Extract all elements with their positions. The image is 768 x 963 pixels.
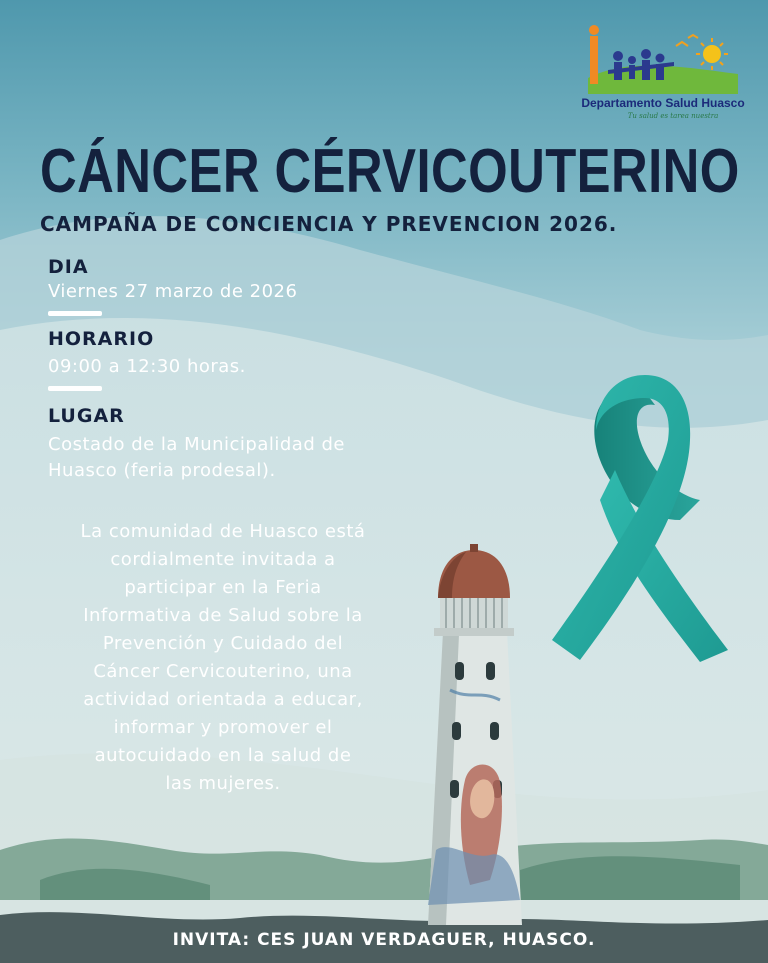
lighthouse-illustration (428, 544, 522, 925)
divider (48, 311, 102, 316)
description-line: Cáncer Cervicouterino, una (93, 661, 353, 682)
schedule-value: 09:00 a 12:30 horas. (48, 356, 246, 377)
footer-invitation: INVITA: CES JUAN VERDAGUER, HUASCO. (172, 930, 596, 950)
description-line: informar y promover el (113, 717, 333, 738)
description-line: participar en la Feria (124, 577, 322, 598)
logo-name: Departamento Salud Huasco (581, 96, 745, 110)
place-value-line-1: Costado de la Municipalidad de (48, 434, 345, 455)
page-title: CÁNCER CÉRVICOUTERINO (40, 137, 740, 206)
logo-tagline: Tu salud es tarea nuestra (627, 112, 719, 120)
schedule-label: HORARIO (48, 328, 155, 350)
logo-emblem-icon (578, 18, 748, 98)
description-line: La comunidad de Huasco está (80, 521, 366, 542)
divider (48, 386, 102, 391)
description-line: las mujeres. (165, 773, 281, 794)
description-line: cordialmente invitada a (110, 549, 336, 570)
description-line: Informativa de Salud sobre la (83, 605, 363, 626)
description-line: autocuidado en la salud de (94, 745, 352, 766)
description-line: Prevención y Cuidado del (102, 633, 344, 654)
department-logo (578, 18, 748, 128)
place-value-line-2: Huasco (feria prodesal). (48, 460, 276, 481)
campaign-subtitle: CAMPAÑA DE CONCIENCIA Y PREVENCION 2026. (40, 212, 618, 236)
day-label: DIA (48, 256, 89, 278)
invitation-description (22, 518, 424, 798)
description-line: actividad orientada a educar, (83, 689, 363, 710)
place-label: LUGAR (48, 405, 125, 427)
day-value: Viernes 27 marzo de 2026 (48, 281, 298, 302)
